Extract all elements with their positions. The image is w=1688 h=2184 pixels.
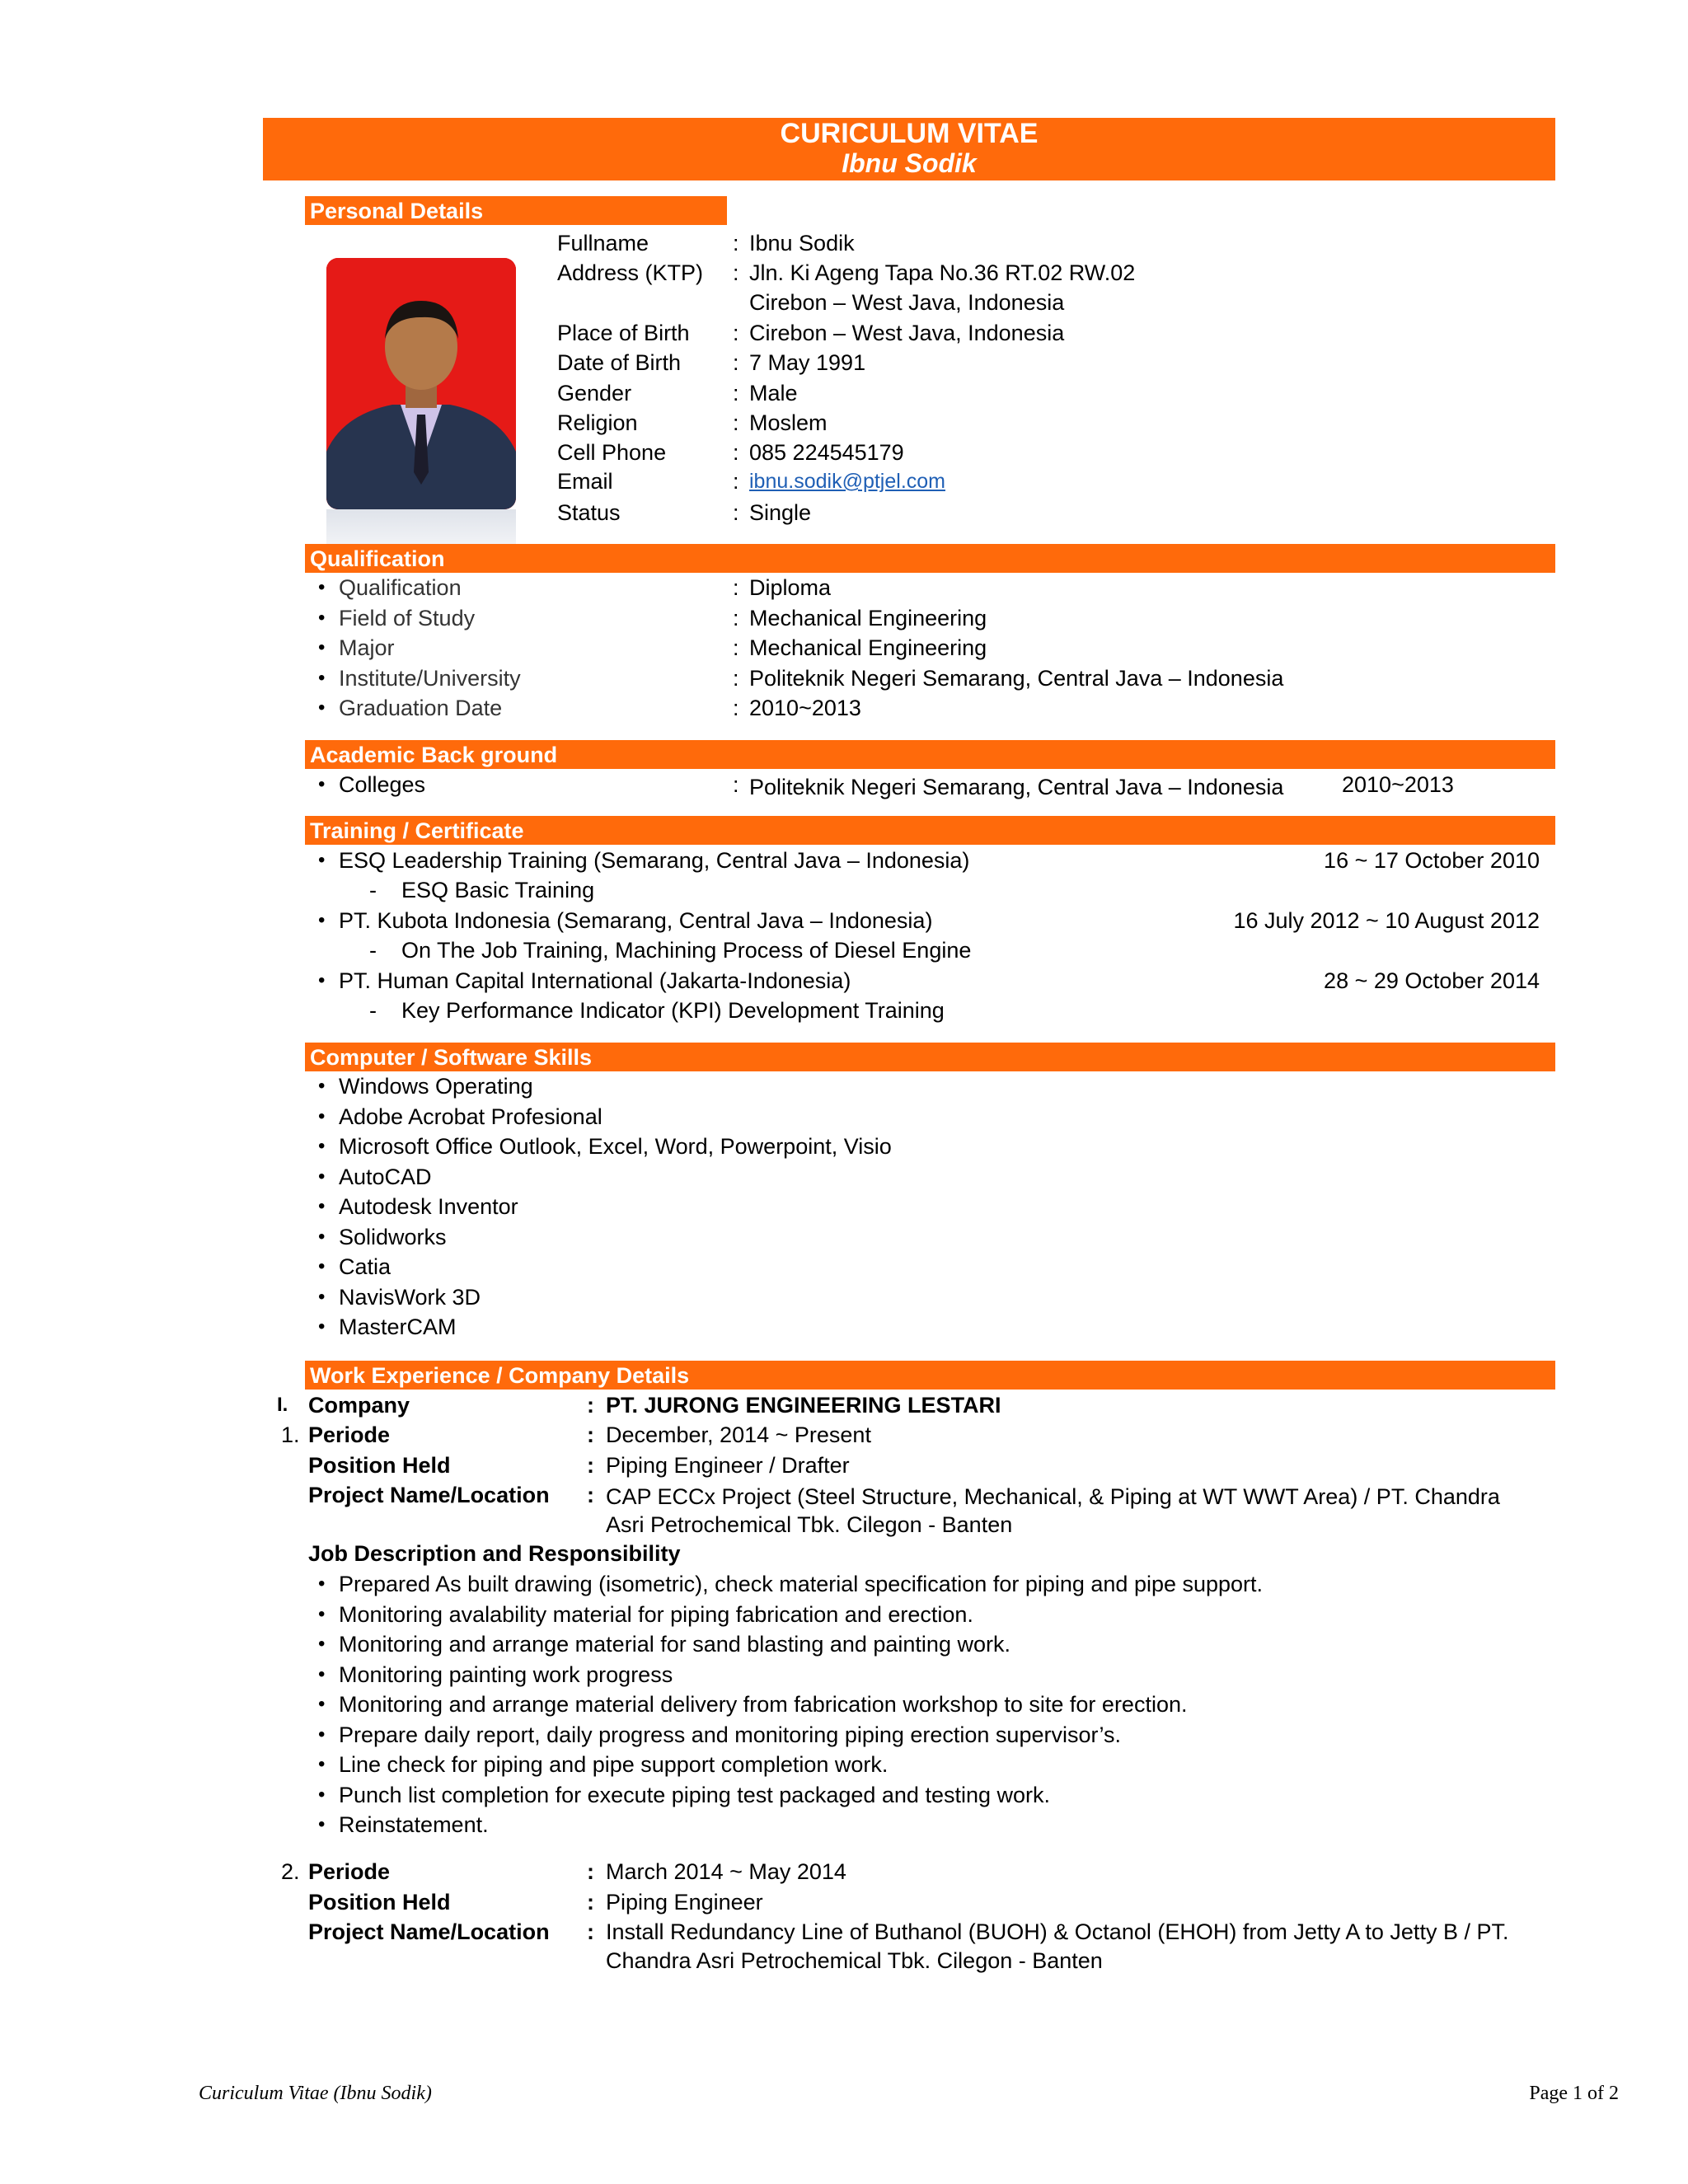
bullet-icon: • [318, 969, 326, 991]
detail-value-place-of-birth: Cirebon – West Java, Indonesia [749, 321, 1065, 345]
job-description-title: Job Description and Responsibility [308, 1541, 681, 1566]
major-label: Major [339, 635, 395, 660]
training-title: PT. Human Capital International (Jakarta-Indonesia) [339, 968, 851, 993]
field-of-study-value: Mechanical Engineering [749, 606, 987, 630]
bullet-icon: • [318, 1663, 326, 1685]
training-subtitle: Key Performance Indicator (KPI) Development Training [401, 998, 945, 1023]
training-title: PT. Kubota Indonesia (Semarang, Central Java – Indonesia) [339, 908, 933, 933]
qualification-value: Diploma [749, 575, 832, 600]
qualification-section-title: Qualification [310, 546, 445, 571]
skill-item: Autodesk Inventor [339, 1194, 518, 1219]
detail-colon: : [733, 410, 739, 435]
bullet-icon: • [318, 773, 326, 795]
training-subtitle: ESQ Basic Training [401, 878, 595, 902]
skill-item: MasterCAM [339, 1315, 457, 1339]
bullet-icon: • [318, 1693, 326, 1715]
detail-value-cell-phone: 085 224545179 [749, 440, 904, 465]
project-value-line1: Install Redundancy Line of Buthanol (BUOH) & Octanol (EHOH) from Jetty A to Jetty B / PT. [606, 1919, 1509, 1944]
detail-colon: : [733, 635, 739, 660]
cv-title: CURICULUM VITAE [780, 118, 1039, 149]
detail-colon: : [587, 1453, 594, 1478]
footer-page-number: Page 1 of 2 [1529, 2083, 1619, 2104]
dash-icon: - [369, 938, 377, 963]
detail-label-address: Address (KTP) [557, 260, 704, 285]
company-roman-numeral: I. [277, 1394, 288, 1416]
duty-item: Prepare daily report, daily progress and monitoring piping erection supervisor’s. [339, 1722, 1121, 1747]
training-date: 16 July 2012 ~ 10 August 2012 [1233, 908, 1540, 933]
detail-colon: : [733, 321, 739, 345]
person-portrait-icon [326, 258, 516, 509]
profile-photo [326, 258, 516, 509]
detail-value-address-line1: Jln. Ki Ageng Tapa No.36 RT.02 RW.02 [749, 260, 1136, 285]
detail-colon: : [587, 1859, 594, 1884]
bullet-icon: • [318, 1075, 326, 1097]
cv-name: Ibnu Sodik [842, 148, 977, 178]
bullet-icon: • [318, 696, 326, 719]
periode-value: December, 2014 ~ Present [606, 1422, 871, 1447]
duty-item: Prepared As built drawing (isometric), check material specification for piping and pipe support. [339, 1572, 1264, 1596]
entry-number: 1. [281, 1422, 300, 1447]
colleges-years: 2010~2013 [1342, 772, 1454, 797]
bullet-icon: • [318, 636, 326, 658]
duty-item: Reinstatement. [339, 1812, 489, 1837]
training-date: 28 ~ 29 October 2014 [1324, 968, 1540, 993]
detail-colon: : [733, 381, 739, 405]
field-of-study-label: Field of Study [339, 606, 476, 630]
colleges-label: Colleges [339, 772, 426, 797]
periode-label: Periode [308, 1422, 391, 1447]
detail-value-fullname: Ibnu Sodik [749, 231, 855, 255]
bullet-icon: • [318, 607, 326, 629]
bullet-icon: • [318, 1255, 326, 1277]
periode-label: Periode [308, 1859, 391, 1884]
duty-item: Line check for piping and pipe support completion work. [339, 1752, 889, 1777]
project-value-line2: Asri Petrochemical Tbk. Cilegon - Banten [606, 1512, 1013, 1537]
detail-colon: : [733, 469, 739, 494]
personal-section-title: Personal Details [310, 199, 484, 223]
position-value: Piping Engineer / Drafter [606, 1453, 850, 1478]
skill-item: AutoCAD [339, 1165, 432, 1189]
bullet-icon: • [318, 909, 326, 931]
bullet-icon: • [318, 1813, 326, 1835]
training-title: ESQ Leadership Training (Semarang, Central Java – Indonesia) [339, 848, 970, 873]
duty-item: Monitoring painting work progress [339, 1662, 673, 1687]
company-label: Company [308, 1393, 410, 1418]
detail-colon: : [733, 666, 739, 691]
bullet-icon: • [318, 849, 326, 871]
bullet-icon: • [318, 1572, 326, 1595]
bullet-icon: • [318, 1753, 326, 1775]
detail-label-place-of-birth: Place of Birth [557, 321, 690, 345]
bullet-icon: • [318, 1633, 326, 1655]
detail-label-status: Status [557, 500, 621, 525]
bullet-icon: • [318, 1603, 326, 1625]
bullet-icon: • [318, 1286, 326, 1308]
bullet-icon: • [318, 1226, 326, 1248]
dash-icon: - [369, 998, 377, 1023]
bullet-icon: • [318, 1165, 326, 1188]
periode-value: March 2014 ~ May 2014 [606, 1859, 846, 1884]
detail-value-address-line2: Cirebon – West Java, Indonesia [749, 290, 1065, 315]
skill-item: Windows Operating [339, 1074, 533, 1099]
detail-value-gender: Male [749, 381, 798, 405]
position-label: Position Held [308, 1890, 451, 1915]
skill-item: Solidworks [339, 1225, 447, 1249]
duty-item: Monitoring avalability material for piping fabrication and erection. [339, 1602, 973, 1627]
skills-section-title: Computer / Software Skills [310, 1045, 593, 1070]
major-value: Mechanical Engineering [749, 635, 987, 660]
detail-colon: : [733, 440, 739, 465]
detail-label-fullname: Fullname [557, 231, 649, 255]
colleges-value: Politeknik Negeri Semarang, Central Java – Indonesia [749, 775, 1284, 799]
position-label: Position Held [308, 1453, 451, 1478]
detail-label-religion: Religion [557, 410, 638, 435]
position-value: Piping Engineer [606, 1890, 763, 1915]
company-value: PT. JURONG ENGINEERING LESTARI [606, 1393, 1001, 1418]
detail-colon: : [733, 350, 739, 375]
bullet-icon: • [318, 1723, 326, 1746]
footer-document-title: Curiculum Vitae (Ibnu Sodik) [199, 2083, 432, 2104]
institute-value: Politeknik Negeri Semarang, Central Java – Indonesia [749, 666, 1284, 691]
bullet-icon: • [318, 1195, 326, 1217]
skill-item: NavisWork 3D [339, 1285, 481, 1310]
skill-item: Microsoft Office Outlook, Excel, Word, Powerpoint, Visio [339, 1134, 892, 1159]
project-label: Project Name/Location [308, 1483, 550, 1507]
work-section-title: Work Experience / Company Details [310, 1363, 690, 1388]
academic-section-title: Academic Back ground [310, 743, 558, 767]
training-section-title: Training / Certificate [310, 818, 524, 843]
detail-colon: : [587, 1483, 594, 1507]
skill-item: Adobe Acrobat Profesional [339, 1104, 603, 1129]
graduation-date-label: Graduation Date [339, 696, 503, 720]
detail-value-date-of-birth: 7 May 1991 [749, 350, 866, 375]
detail-label-cell-phone: Cell Phone [557, 440, 667, 465]
institute-label: Institute/University [339, 666, 521, 691]
detail-value-status: Single [749, 500, 812, 525]
detail-colon: : [733, 500, 739, 525]
training-subtitle: On The Job Training, Machining Process of Diesel Engine [401, 938, 972, 963]
detail-colon: : [587, 1422, 594, 1447]
bullet-icon: • [318, 1135, 326, 1157]
detail-colon: : [733, 231, 739, 255]
dash-icon: - [369, 878, 377, 902]
bullet-icon: • [318, 576, 326, 598]
detail-value-religion: Moslem [749, 410, 828, 435]
entry-number: 2. [281, 1859, 300, 1884]
duty-item: Monitoring and arrange material delivery from fabrication workshop to site for erection. [339, 1692, 1188, 1717]
project-label: Project Name/Location [308, 1919, 550, 1944]
detail-label-gender: Gender [557, 381, 632, 405]
detail-colon: : [733, 772, 739, 797]
email-link[interactable]: ibnu.sodik@ptjel.com [749, 470, 945, 493]
qualification-section-bar [305, 544, 1555, 573]
duty-item: Monitoring and arrange material for sand blasting and painting work. [339, 1632, 1010, 1657]
graduation-date-value: 2010~2013 [749, 696, 861, 720]
bullet-icon: • [318, 1105, 326, 1127]
detail-label-date-of-birth: Date of Birth [557, 350, 682, 375]
detail-colon: : [733, 696, 739, 720]
detail-colon: : [733, 575, 739, 600]
bullet-icon: • [318, 1315, 326, 1338]
skill-item: Catia [339, 1254, 392, 1279]
detail-colon: : [733, 260, 739, 285]
detail-colon: : [587, 1919, 594, 1944]
training-date: 16 ~ 17 October 2010 [1324, 848, 1540, 873]
duty-item: Punch list completion for execute piping test packaged and testing work. [339, 1783, 1050, 1807]
qualification-label: Qualification [339, 575, 462, 600]
bullet-icon: • [318, 667, 326, 689]
project-value-line1: CAP ECCx Project (Steel Structure, Mechanical, & Piping at WT WWT Area) / PT. Chandra [606, 1484, 1500, 1509]
detail-label-email: Email [557, 469, 613, 494]
bullet-icon: • [318, 1783, 326, 1806]
detail-colon: : [587, 1393, 594, 1418]
detail-colon: : [733, 606, 739, 630]
project-value-line2: Chandra Asri Petrochemical Tbk. Cilegon - Banten [606, 1948, 1103, 1973]
detail-colon: : [587, 1890, 594, 1915]
